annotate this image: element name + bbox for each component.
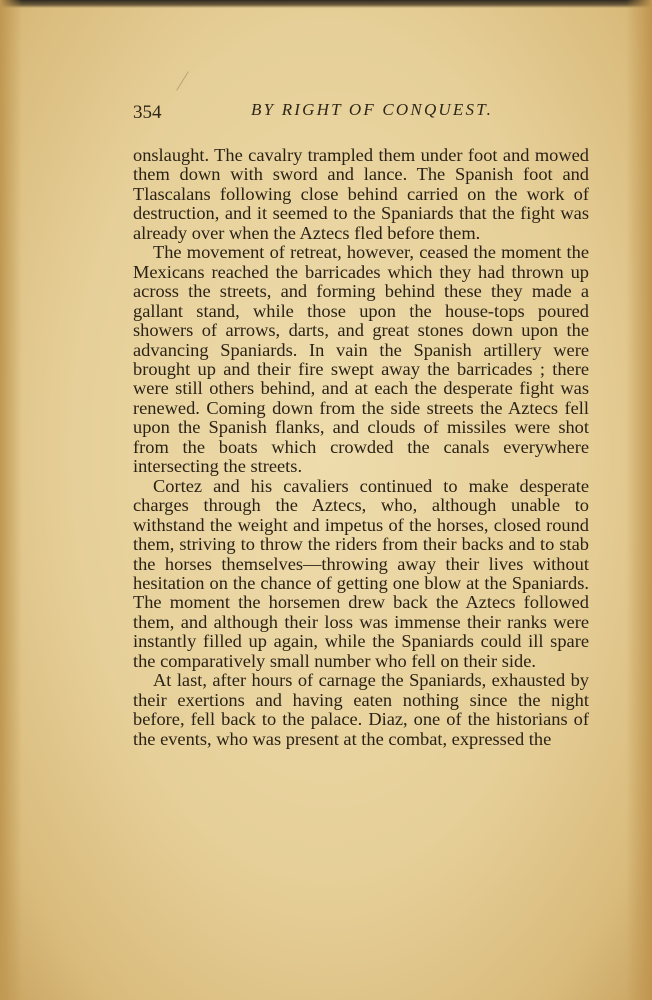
paper-mark <box>176 71 189 90</box>
paragraph-4: At last, after hours of carnage the Spaniards, exhausted by their exertions and having eaten nothing since the night before, fell back to the palace. Diaz, one of the historians of the events, who was present at the combat, expressed the <box>133 670 589 749</box>
right-page-edge <box>626 0 652 1000</box>
top-shadow-band <box>0 0 652 8</box>
running-title: BY RIGHT OF CONQUEST. <box>251 100 494 119</box>
paragraph-2: The movement of retreat, however, ceased the moment the Mexicans reached the barricades which they had thrown up across the streets, and forming behind these they made a gallant stand, while those upon the house-tops poured showers of arrows, darts, and great stones down upon the advancing Spaniards. In vain the Spanish artillery were brought up and their fire swept away the barricades ; there were still others behind, and at each the desperate fight was renewed. Coming down from the side streets the Aztecs fell upon the Spanish flanks, and clouds of missiles were shot from the boats which crowded the canals everywhere intersecting the streets. <box>133 242 589 477</box>
page-header <box>133 100 589 126</box>
page-number: 354 <box>133 102 162 123</box>
paragraph-3: Cortez and his cavaliers continued to make desperate charges through the Aztecs, who, although unable to withstand the weight and impetus of the horses, closed round them, striving to throw the riders from their backs and to stab the horses themselves—throwing away their lives without hesitation on the chance of getting one blow at the Spaniards. The moment the horsemen drew back the Aztecs followed them, and although their loss was immense their ranks were instantly filled up again, while the Spaniards could ill spare the comparatively small number who fell on their side. <box>133 475 589 671</box>
left-page-edge <box>0 0 22 1000</box>
paragraph-1: onslaught. The cavalry trampled them under foot and mowed them down with sword and lance. The Spanish foot and Tlascalans following close behind carried on the work of destruction, and it seemed to the Spaniards that the fight was already over when the Aztecs fled before them. <box>133 145 589 243</box>
body-text <box>133 146 589 749</box>
